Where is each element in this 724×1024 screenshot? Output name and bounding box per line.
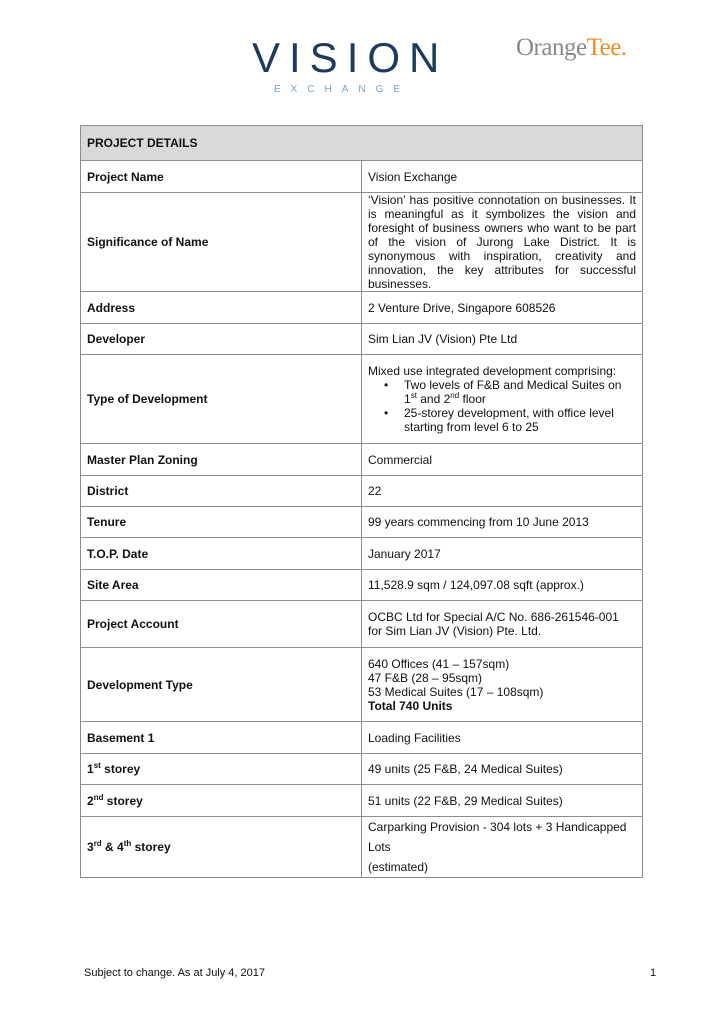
storey1-label [81,754,362,785]
table-row [81,355,643,444]
storey34-sup-a: rd [93,839,102,848]
bullet1-text-c: floor [459,392,486,406]
developer-label: Developer [81,324,362,355]
footer-note: Subject to change. As at July 4, 2017 [84,967,266,979]
bullet1-sup-st: st [410,391,417,400]
developer-value: Sim Lian JV (Vision) Pte Ltd [362,324,643,355]
project-account-label: Project Account [81,601,362,648]
list-item [404,378,636,406]
storey34-mid: & 4 [101,840,124,854]
development-type-label: Development Type [81,648,362,722]
basement-value: Loading Facilities [362,722,643,754]
bullet1-sup-nd: nd [450,391,460,400]
storey34-value-line1: Carparking Provision - 304 lots + 3 Handicapped Lots [368,820,627,854]
table-row [81,722,643,754]
development-list [368,378,636,434]
table-row [81,507,643,538]
storey34-label [81,817,362,878]
development-type-total: Total 740 Units [368,698,453,713]
district-value: 22 [362,476,643,507]
table-row [81,648,643,722]
type-of-development-value [362,355,643,444]
table-row [81,754,643,785]
orangetee-logo-orange: Orange [516,34,587,61]
orangetee-logo [516,34,627,62]
storey34-rest: storey [131,840,171,854]
development-type-offices: 640 Offices (41 – 157sqm) [368,656,510,671]
address-value: 2 Venture Drive, Singapore 608526 [362,292,643,324]
storey34-num-a: 3 [87,840,94,854]
storey2-num: 2 [87,793,94,808]
tenure-value: 99 years commencing from 10 June 2013 [362,507,643,538]
project-name-value: Vision Exchange [362,161,643,193]
table-row [81,161,643,193]
storey2-sup: nd [93,792,104,802]
development-type-medical: 53 Medical Suites (17 – 108sqm) [368,684,544,699]
storey2-value: 51 units (22 F&B, 29 Medical Suites) [362,785,643,817]
tenure-label: Tenure [81,507,362,538]
project-details-heading: PROJECT DETAILS [81,126,643,161]
storey2-rest: storey [103,793,143,808]
type-of-development-intro: Mixed use integrated development comprising: [368,364,617,378]
table-row [81,292,643,324]
site-area-value: 11,528.9 sqm / 124,097.08 sqft (approx.) [362,570,643,601]
zoning-value: Commercial [362,444,643,476]
project-account-value: OCBC Ltd for Special A/C No. 686-261546-001 for Sim Lian JV (Vision) Pte. Ltd. [362,601,643,648]
top-date-label: T.O.P. Date [81,538,362,570]
storey1-num: 1 [87,762,94,776]
table-row [81,476,643,507]
storey1-rest: storey [100,762,141,776]
table-row [81,324,643,355]
storey34-value [362,817,643,878]
development-type-fnb: 47 F&B (28 – 95sqm) [368,670,483,685]
significance-label: Significance of Name [81,193,362,292]
orangetee-logo-tee: Tee [586,34,621,61]
vision-exchange-logo [252,34,449,95]
top-date-value: January 2017 [362,538,643,570]
site-area-label: Site Area [81,570,362,601]
table-row [81,570,643,601]
basement-label: Basement 1 [81,722,362,754]
type-of-development-label: Type of Development [81,355,362,444]
development-type-value [362,648,643,722]
table-row [81,601,643,648]
list-item: • 25-storey development, with office level starting from level 6 to 25 [404,406,636,434]
orangetee-logo-dot: . [620,34,627,61]
zoning-label: Master Plan Zoning [81,444,362,476]
storey1-value: 49 units (25 F&B, 24 Medical Suites) [362,754,643,785]
page-number: 1 [650,967,657,979]
project-details-table [80,125,643,878]
significance-value: ‘Vision’ has positive connotation on businesses. It is meaningful as it symbolizes the vision and foresight of business owners who want to be part of the vision of Jurong Lake District. It is synonymous with inspiration, creativity and innovation, the key attributes for successful businesses. [362,193,643,292]
storey34-value-line2: (estimated) [368,860,429,874]
exchange-logo-text: EXCHANGE [273,84,411,95]
table-row [81,785,643,817]
district-label: District [81,476,362,507]
bullet1-text-b: and 2 [416,392,451,406]
bullet1-text-a: Two levels of F&B and Medical Suites on 1 [404,378,622,406]
address-label: Address [81,292,362,324]
table-header-row [81,126,643,161]
storey2-label [81,785,362,817]
vision-logo-text: VISION [252,34,449,81]
storey34-sup-b: th [123,839,132,848]
project-name-label: Project Name [81,161,362,193]
table-row [81,538,643,570]
storey1-sup: st [93,761,101,770]
table-row [81,817,643,878]
table-row [81,444,643,476]
table-row [81,193,643,292]
